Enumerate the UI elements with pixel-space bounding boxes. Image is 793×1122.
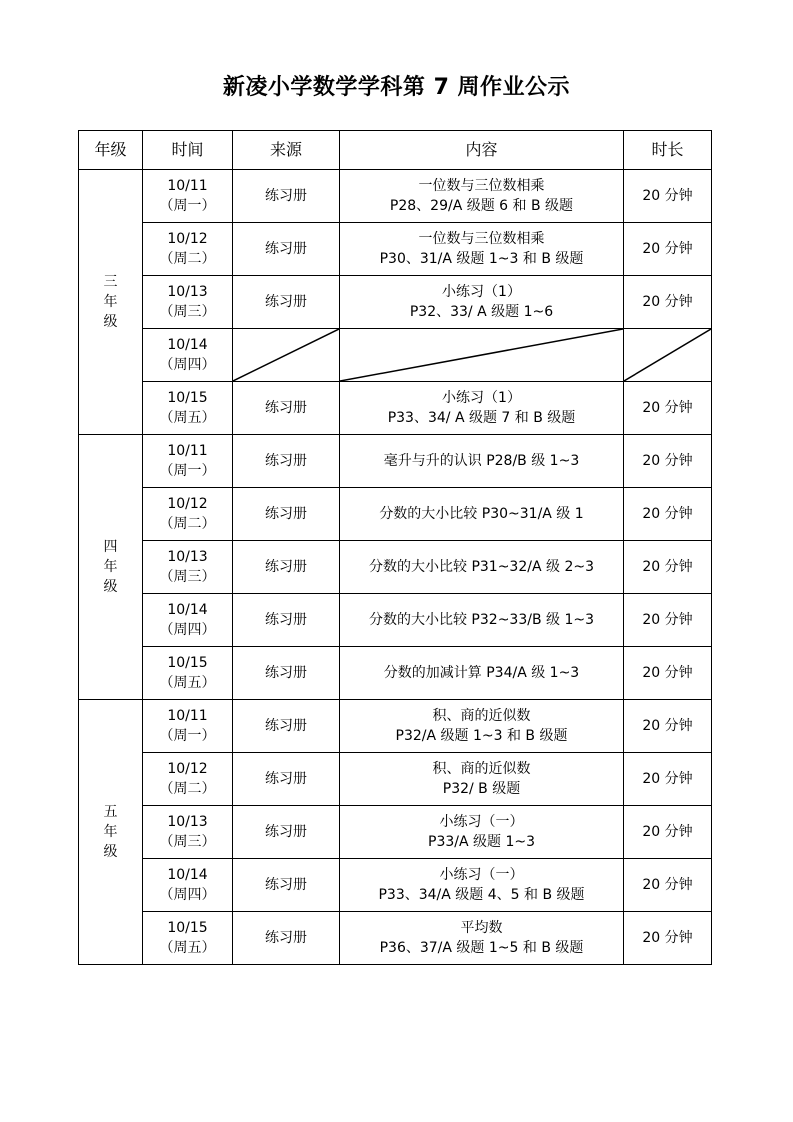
time-cell	[143, 541, 233, 594]
source-cell: 练习册	[233, 594, 340, 647]
duration-cell-empty	[624, 329, 712, 382]
table-row	[79, 700, 712, 753]
content-line: 分数的大小比较 P30~31/A 级 1	[379, 506, 584, 522]
table-row	[79, 753, 712, 806]
content-line: P33/A 级题 1~3	[428, 834, 535, 850]
content-cell	[340, 435, 624, 488]
weekday-label: （周四）	[159, 887, 216, 903]
table-row	[79, 382, 712, 435]
content-line: 分数的大小比较 P32~33/B 级 1~3	[368, 612, 595, 628]
weekday-label: （周一）	[159, 463, 216, 479]
table-row	[79, 806, 712, 859]
date-label: 10/13	[167, 549, 208, 565]
weekday-label: （周二）	[159, 781, 216, 797]
duration-cell: 20 分钟	[624, 382, 712, 435]
source-cell: 练习册	[233, 859, 340, 912]
time-cell	[143, 859, 233, 912]
source-cell: 练习册	[233, 435, 340, 488]
grade-cell	[79, 170, 143, 435]
header-grade: 年级	[79, 131, 143, 170]
table-row	[79, 594, 712, 647]
table-row	[79, 276, 712, 329]
date-label: 10/15	[167, 390, 208, 406]
table-row	[79, 223, 712, 276]
header-time: 时间	[143, 131, 233, 170]
weekday-label: （周四）	[159, 622, 216, 638]
source-cell: 练习册	[233, 276, 340, 329]
date-label: 10/11	[167, 443, 208, 459]
date-label: 10/12	[167, 231, 208, 247]
date-label: 10/12	[167, 496, 208, 512]
time-cell	[143, 329, 233, 382]
date-label: 10/15	[167, 920, 208, 936]
weekday-label: （周五）	[159, 675, 216, 691]
time-cell	[143, 753, 233, 806]
content-line: 小练习（一）	[439, 867, 524, 883]
weekday-label: （周三）	[159, 569, 216, 585]
content-line: P33、34/ A 级题 7 和 B 级题	[387, 410, 576, 426]
source-cell: 练习册	[233, 647, 340, 700]
duration-cell: 20 分钟	[624, 435, 712, 488]
duration-cell: 20 分钟	[624, 488, 712, 541]
date-label: 10/13	[167, 814, 208, 830]
weekday-label: （周二）	[159, 516, 216, 532]
content-cell	[340, 806, 624, 859]
duration-cell: 20 分钟	[624, 223, 712, 276]
date-label: 10/11	[167, 178, 208, 194]
content-line: 小练习（一）	[439, 814, 524, 830]
date-label: 10/13	[167, 284, 208, 300]
diagonal-slash	[340, 329, 623, 381]
content-line: P30、31/A 级题 1~3 和 B 级题	[379, 251, 584, 267]
homework-table	[78, 130, 712, 965]
content-line: 积、商的近似数	[432, 708, 531, 724]
content-line: 毫升与升的认识 P28/B 级 1~3	[383, 453, 580, 469]
time-cell	[143, 594, 233, 647]
page-title: 新凌小学数学学科第 7 周作业公示	[222, 75, 571, 100]
duration-cell: 20 分钟	[624, 859, 712, 912]
table-row	[79, 647, 712, 700]
time-cell	[143, 435, 233, 488]
duration-cell: 20 分钟	[624, 912, 712, 965]
content-cell	[340, 488, 624, 541]
date-label: 10/14	[167, 867, 208, 883]
time-cell	[143, 700, 233, 753]
source-cell-empty	[233, 329, 340, 382]
content-line: 分数的大小比较 P31~32/A 级 2~3	[369, 559, 594, 575]
date-label: 10/11	[167, 708, 208, 724]
weekday-label: （周一）	[159, 198, 216, 214]
table-row	[79, 488, 712, 541]
table-body	[79, 170, 712, 965]
time-cell	[143, 276, 233, 329]
source-cell: 练习册	[233, 700, 340, 753]
content-cell	[340, 382, 624, 435]
content-line: P33、34/A 级题 4、5 和 B 级题	[378, 887, 585, 903]
table-row	[79, 859, 712, 912]
table-row	[79, 329, 712, 382]
content-line: P28、29/A 级题 6 和 B 级题	[389, 198, 574, 214]
weekday-label: （周三）	[159, 834, 216, 850]
table-row	[79, 170, 712, 223]
table-row	[79, 435, 712, 488]
weekday-label: （周五）	[159, 410, 216, 426]
grade-label: 四年级	[103, 539, 118, 595]
header-row	[79, 131, 712, 170]
content-cell	[340, 170, 624, 223]
time-cell	[143, 488, 233, 541]
header-content: 内容	[340, 131, 624, 170]
content-cell	[340, 594, 624, 647]
grade-cell	[79, 435, 143, 700]
header-duration: 时长	[624, 131, 712, 170]
source-cell: 练习册	[233, 753, 340, 806]
date-label: 10/14	[167, 602, 208, 618]
weekday-label: （周五）	[159, 940, 216, 956]
date-label: 10/15	[167, 655, 208, 671]
weekday-label: （周三）	[159, 304, 216, 320]
content-cell	[340, 912, 624, 965]
weekday-label: （周四）	[159, 357, 216, 373]
content-cell	[340, 753, 624, 806]
time-cell	[143, 223, 233, 276]
duration-cell: 20 分钟	[624, 276, 712, 329]
date-label: 10/12	[167, 761, 208, 777]
grade-label: 三年级	[103, 274, 118, 330]
weekday-label: （周一）	[159, 728, 216, 744]
grade-label: 五年级	[103, 804, 118, 860]
content-line: 小练习（1）	[442, 390, 521, 406]
diagonal-slash	[233, 329, 339, 381]
duration-cell: 20 分钟	[624, 806, 712, 859]
duration-cell: 20 分钟	[624, 753, 712, 806]
time-cell	[143, 382, 233, 435]
diagonal-slash	[624, 329, 711, 381]
content-cell-empty	[340, 329, 624, 382]
source-cell: 练习册	[233, 382, 340, 435]
source-cell: 练习册	[233, 806, 340, 859]
duration-cell: 20 分钟	[624, 594, 712, 647]
duration-cell: 20 分钟	[624, 541, 712, 594]
content-line: P32/ B 级题	[442, 781, 521, 797]
content-line: 分数的加减计算 P34/A 级 1~3	[383, 665, 580, 681]
content-line: P36、37/A 级题 1~5 和 B 级题	[379, 940, 584, 956]
table-row	[79, 912, 712, 965]
grade-cell	[79, 700, 143, 965]
content-cell	[340, 223, 624, 276]
date-label: 10/14	[167, 337, 208, 353]
content-line: 一位数与三位数相乘	[418, 231, 545, 247]
time-cell	[143, 647, 233, 700]
table-row	[79, 541, 712, 594]
content-cell	[340, 541, 624, 594]
duration-cell: 20 分钟	[624, 647, 712, 700]
source-cell: 练习册	[233, 541, 340, 594]
content-cell	[340, 700, 624, 753]
content-line: 一位数与三位数相乘	[418, 178, 545, 194]
weekday-label: （周二）	[159, 251, 216, 267]
source-cell: 练习册	[233, 223, 340, 276]
source-cell: 练习册	[233, 170, 340, 223]
header-source: 来源	[233, 131, 340, 170]
content-line: P32、33/ A 级题 1~6	[409, 304, 554, 320]
time-cell	[143, 170, 233, 223]
source-cell: 练习册	[233, 488, 340, 541]
duration-cell: 20 分钟	[624, 700, 712, 753]
source-cell: 练习册	[233, 912, 340, 965]
content-cell	[340, 647, 624, 700]
content-line: P32/A 级题 1~3 和 B 级题	[395, 728, 568, 744]
time-cell	[143, 806, 233, 859]
duration-cell: 20 分钟	[624, 170, 712, 223]
content-line: 平均数	[460, 920, 503, 936]
time-cell	[143, 912, 233, 965]
content-line: 小练习（1）	[442, 284, 521, 300]
content-line: 积、商的近似数	[432, 761, 531, 777]
content-cell	[340, 276, 624, 329]
content-cell	[340, 859, 624, 912]
